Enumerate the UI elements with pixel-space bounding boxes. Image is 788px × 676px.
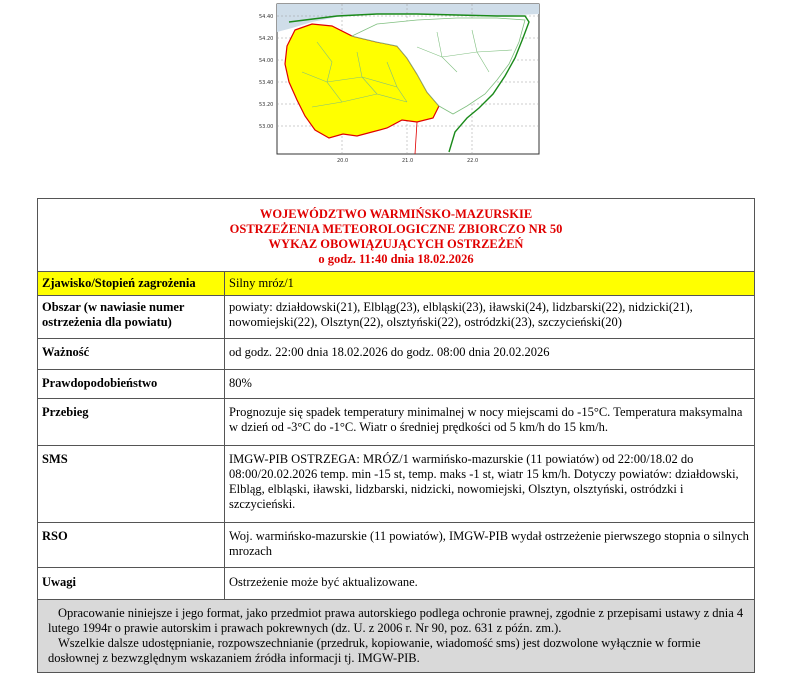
lat-label: 54.00 bbox=[259, 58, 274, 64]
lon-label: 21.0 bbox=[402, 158, 414, 164]
area-value: powiaty: działdowski(21), Elbląg(23), elbląski(23), iławski(24), lidzbarski(22), nidzicki(21), nowomiejski(22), Olsztyn(22), olsztyński(22), ostródzki(23), szczycieński(20) bbox=[225, 296, 755, 339]
course-row bbox=[38, 399, 755, 446]
lat-label: 54.40 bbox=[259, 14, 274, 20]
course-label: Przebieg bbox=[38, 399, 225, 446]
footer-row bbox=[38, 600, 755, 673]
rso-value: Woj. warmińsko-mazurskie (11 powiatów), IMGW-PIB wydał ostrzeżenie pierwszego stopnia o silnych mrozach bbox=[225, 523, 755, 568]
validity-label: Ważność bbox=[38, 339, 225, 370]
lat-label: 54.20 bbox=[259, 36, 274, 42]
validity-value: od godz. 22:00 dnia 18.02.2026 do godz. 08:00 dnia 20.02.2026 bbox=[225, 339, 755, 370]
rso-row bbox=[38, 523, 755, 568]
copyright-paragraph: Opracowanie niniejsze i jego format, jako przedmiot prawa autorskiego podlega ochronie prawnej, zgodnie z przepisami ustawy z dnia 4 lutego 1994r o prawie autorskim i prawach pokrewnych (dz. U. z 2006 r. Nr 90, poz. 631 z późn. zm.). bbox=[48, 606, 744, 635]
sms-row bbox=[38, 446, 755, 523]
notes-row bbox=[38, 568, 755, 600]
area-label: Obszar (w nawiasie numer ostrzeżenia dla powiatu) bbox=[38, 296, 225, 339]
rso-label: RSO bbox=[38, 523, 225, 568]
lat-label: 53.20 bbox=[259, 102, 274, 108]
map-svg bbox=[257, 2, 542, 172]
notes-label: Uwagi bbox=[38, 568, 225, 600]
warning-header bbox=[38, 199, 755, 272]
header-subtitle: WYKAZ OBOWIĄZUJĄCYCH OSTRZEŻEŃ bbox=[268, 237, 524, 251]
header-title: OSTRZEŻENIA METEOROLOGICZNE ZBIORCZO NR 50 bbox=[229, 222, 563, 236]
lon-label: 22.0 bbox=[467, 158, 479, 164]
sms-value: IMGW-PIB OSTRZEGA: MRÓZ/1 warmińsko-mazurskie (11 powiatów) od 22:00/18.02 do 08:00/20.02.2026 temp. min -15 st, temp. maks -1 st, wiatr 15 km/h. Dotyczy powiatów: działdowski, Elbląg, elbląski, iławski, lidzbarski, nidzicki, nowomiejski, Olsztyn, olsztyński, ostródzki i szczycieński. bbox=[225, 446, 755, 523]
copyright-note bbox=[38, 600, 755, 673]
phenomenon-label: Zjawisko/Stopień zagrożenia bbox=[38, 272, 225, 296]
lat-label: 53.00 bbox=[259, 124, 274, 130]
probability-row bbox=[38, 370, 755, 399]
phenomenon-row bbox=[38, 272, 755, 296]
warning-table bbox=[37, 198, 755, 673]
validity-row bbox=[38, 339, 755, 370]
course-value: Prognozuje się spadek temperatury minimalnej w nocy miejscami do -15°C. Temperatura maksymalna w dzień od -3°C do -1°C. Wiatr o średniej prędkości od 5 km/h do 15 km/h. bbox=[225, 399, 755, 446]
header-province: WOJEWÓDZTWO WARMIŃSKO-MAZURSKIE bbox=[259, 207, 533, 221]
lat-label: 53.40 bbox=[259, 80, 274, 86]
area-row bbox=[38, 296, 755, 339]
distribution-paragraph: Wszelkie dalsze udostępnianie, rozpowszechnianie (przedruk, kopiowanie, wiadomość sms) jest dozwolone wyłącznie w formie dosłownej z bezwzględnym wskazaniem źródła informacji tj. IMGW-PIB. bbox=[48, 636, 701, 665]
sms-label: SMS bbox=[38, 446, 225, 523]
probability-label: Prawdopodobieństwo bbox=[38, 370, 225, 399]
phenomenon-value: Silny mróz/1 bbox=[225, 272, 755, 296]
header-row bbox=[38, 199, 755, 272]
notes-value: Ostrzeżenie może być aktualizowane. bbox=[225, 568, 755, 600]
probability-value: 80% bbox=[225, 370, 755, 399]
warning-map bbox=[257, 2, 542, 172]
header-time: o godz. 11:40 dnia 18.02.2026 bbox=[318, 252, 474, 266]
lon-label: 20.0 bbox=[337, 158, 349, 164]
